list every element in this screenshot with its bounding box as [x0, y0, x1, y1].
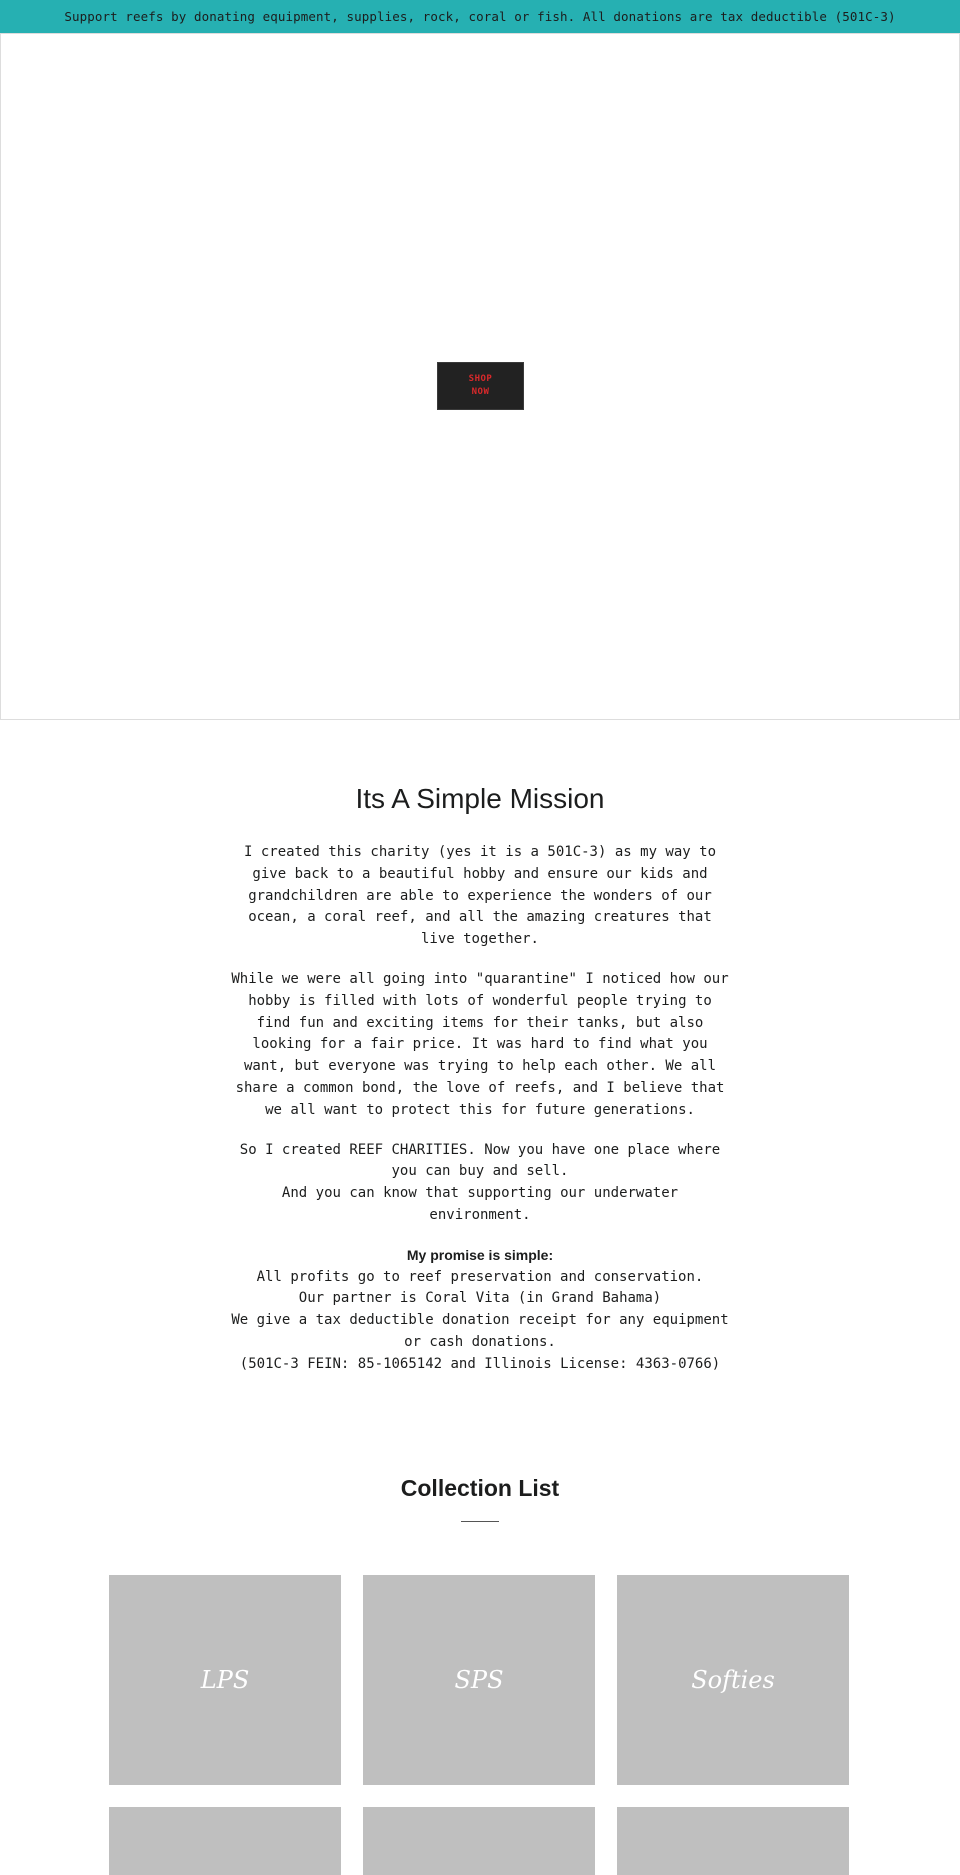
announcement-bar — [0, 0, 960, 33]
shop-now-button[interactable] — [437, 362, 524, 410]
collection-tile-label: Softies — [691, 1666, 775, 1694]
title-divider — [461, 1521, 499, 1522]
mission-paragraph: I created this charity (yes it is a 501C-3) as my way to give back to a beautiful hobby and ensure our kids and grandchildren are able to experience the wonders of our ocean, a coral reef, and all the amazing creatures that live together. — [243, 844, 716, 948]
collection-tile-lps[interactable] — [109, 1575, 341, 1785]
promise-line: We give a tax deductible donation receipt for any equipment or cash donations. — [231, 1312, 729, 1350]
mission-line: And you can know that supporting our underwater environment. — [281, 1185, 679, 1223]
mission-title: Its A Simple Mission — [355, 783, 605, 814]
promise-line: Our partner is Coral Vita (in Grand Bahama) — [298, 1290, 662, 1307]
collection-tile[interactable] — [617, 1807, 849, 1875]
promise-block — [230, 1245, 730, 1376]
collection-tile-softies[interactable] — [617, 1575, 849, 1785]
collection-tile[interactable] — [109, 1807, 341, 1875]
hero-banner — [0, 33, 960, 720]
mission-line: So I created REEF CHARITIES. Now you have one place where you can buy and sell. — [239, 1141, 721, 1180]
mission-paragraph — [230, 1140, 730, 1227]
promise-line: (501C-3 FEIN: 85-1065142 and Illinois License: 4363-0766) — [239, 1355, 721, 1372]
collection-list-title: Collection List — [400, 1475, 560, 1501]
collection-tile-sps[interactable] — [363, 1575, 595, 1785]
announcement-text: Support reefs by donating equipment, supplies, rock, coral or fish. All donations are tax deductible (501C-3) — [64, 9, 896, 24]
collection-tile[interactable] — [363, 1807, 595, 1875]
collection-tile-label: LPS — [200, 1666, 250, 1694]
mission-body — [230, 842, 730, 1394]
promise-heading: My promise is simple: — [406, 1246, 554, 1263]
collection-tile-label: SPS — [454, 1666, 504, 1694]
promise-line: All profits go to reef preservation and conservation. — [256, 1268, 704, 1285]
shop-now-label-line2: NOW — [471, 387, 490, 397]
shop-now-label-line1: SHOP — [468, 374, 493, 384]
mission-paragraph: While we were all going into "quarantine" I noticed how our hobby is filled with lots of wonderful people trying to find fun and exciting items for their tanks, but also looking for a fair price. It was hard to find what you want, but everyone was trying to help each other. We all share a common bond, the love of reefs, and I believe that we all want to protect this for future generations. — [231, 970, 729, 1118]
